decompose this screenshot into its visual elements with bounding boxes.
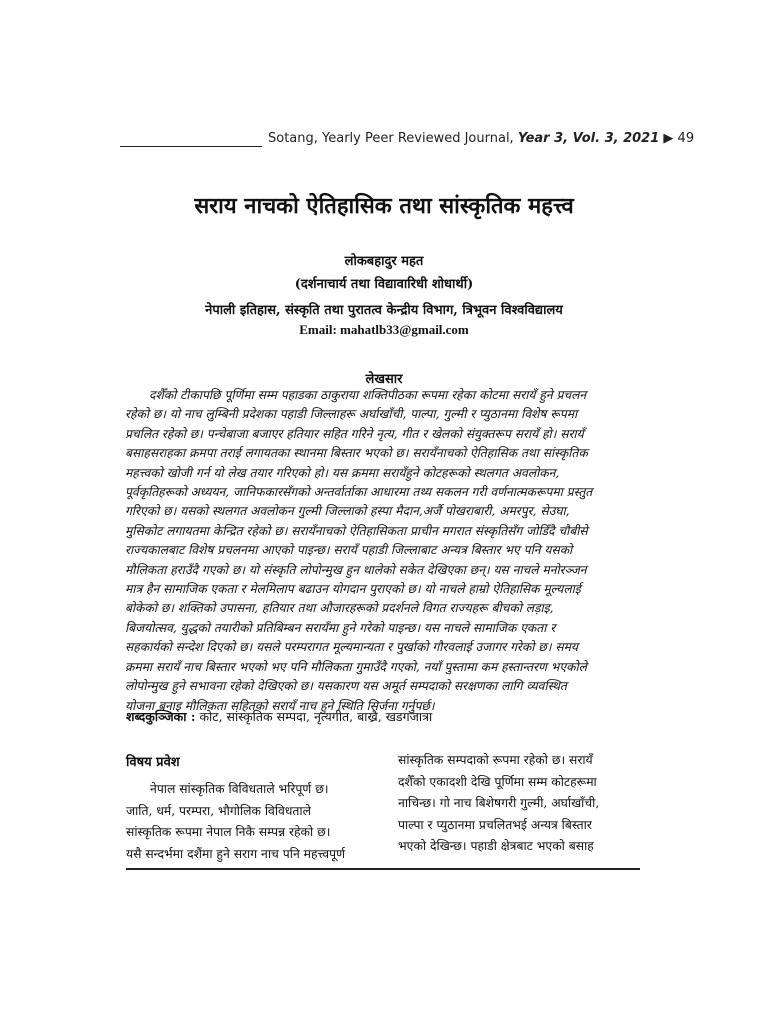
abstract-line: बिजयोत्सव, युद्धको तयारीको प्रतिबिम्बन सरायँमा हुने गरेको पाइन्छ। यस नाचले सामाजिक एकता र — [125, 620, 556, 635]
author-name: लोकबहादुर महत — [344, 254, 424, 269]
body-line: भएको देखिन्छ। पहाडी क्षेत्रबाट भएको बसाह — [398, 839, 594, 854]
article-title: सराय नाचको ऐतिहासिक तथा सांस्कृतिक महत्त्व — [194, 193, 574, 219]
abstract-line: गरिएको छ। यसको स्थलगत अवलोकन गुल्मी जिल्लाको हस्पा मैदान,अर्जै पोखराबारी, अमरपुर, सेउघा, — [125, 504, 570, 519]
body-line: नाचिन्छ। गो नाच बिशेषगरी गुल्मी, अर्घाखाँची, — [398, 796, 600, 811]
body-line: नेपाल सांस्कृतिक विविधताले भरिपूर्ण छ। — [150, 782, 329, 796]
page-number: 49 — [677, 131, 695, 146]
abstract-line: महत्त्वको खोजी गर्न यो लेख तयार गरिएको हो। यस क्रममा सरायँहुने कोटहरूको स्थलगत अवलोकन, — [125, 465, 560, 480]
abstract-line: बसाहसराहका क्रमपा तराई लगायतका स्थानमा बिस्तार भएको छ। सरायँनाचको ऐतिहासिक तथा सांस्कृतिक — [125, 446, 588, 461]
abstract-line: राज्यकालबाट विशेष प्रचलनमा आएको पाइन्छ। सरायँ पहाडी जिल्लाबाट अन्यत्र बिस्तार भए पनि यसको — [125, 543, 573, 558]
abstract-line: पूर्वकृतिहरूको अध्ययन, जानिफकारसँगको अन्तर्वार्ताका आधारमा तथ्य सकलन गरी वर्णनात्मकरूपमा प्रस्तुत — [125, 485, 593, 500]
keywords — [126, 708, 432, 725]
header-rule — [120, 146, 262, 147]
body-line: यसै सन्दर्भमा दशैंमा हुने सराग नाच पनि महत्त्वपूर्ण — [126, 846, 346, 861]
abstract-line: बोकेको छ। शक्तिको उपासना, हतियार तथा औजारहरूको प्रदर्शनले विगत राज्यहरू बीचको लड़ाइ, — [125, 601, 554, 616]
abstract-line: योजना बनाइ मौलिकता सहितको सरायँ नाच हुने स्थिति सिर्जना गर्नुपर्छ। — [125, 698, 435, 713]
abstract-line: दशैँको टीकापछि पूर्णिमा सम्म पहाडका ठाकुराया शक्तिपीठका रूपमा रहेका कोटमा सरायँ हुने प्रचलन — [149, 388, 587, 402]
abstract-line: मात्र हैन सामाजिक एकता र मेलमिलाप बढाउन योगदान पुराएको छ। यो नाचले हाम्रो ऐतिहासिक मूल्यलाई — [125, 582, 581, 597]
abstract-heading: लेखसार — [365, 372, 403, 387]
footer-rule — [126, 868, 640, 870]
author-degree: (दर्शनाचार्य तथा विद्यावारिधी शोधार्थी) — [294, 277, 474, 292]
abstract-line: मुसिकोट लगायतमा केन्द्रित रहेको छ। सरायँनाचको ऐतिहासिकता प्राचीन मगरात संस्कृतिसँग जोडिँदै चौबीसे — [125, 523, 588, 538]
body-line: पाल्पा र प्युठानमा प्रचलितभई अन्यत्र बिस्तार — [398, 817, 592, 832]
body-line: सांस्कृतिक सम्पदाको रूपमा रहेको छ। सरायँ — [398, 753, 593, 767]
body-column-right — [398, 750, 646, 858]
abstract-line: सहकार्यको सन्देश दिएको छ। यसले परम्परागत मूल्यमान्यता र पुर्खाको गौरवलाई उजागर गरेको छ। समय — [125, 640, 578, 655]
running-header — [268, 131, 694, 146]
abstract-line: रहेको छ। यो नाच लुम्बिनी प्रदेशका पहाडी जिल्लाहरू अर्घाखाँची, पाल्पा, गुल्मी र प्युठानमा विशेष रूपमा — [125, 407, 578, 422]
author-email: Email: mahatlb33@gmail.com — [299, 322, 469, 337]
abstract-line: मौलिकता हराउँदै गएको छ। यो संस्कृति लोपोन्मुख हुन थालेको सकेत देखिएका छन्। यस नाचले मनोरञ्जन — [125, 562, 587, 577]
body-line: सांस्कृतिक रूपमा नेपाल निकै सम्पन्न रहेको छ। — [126, 825, 331, 840]
body-line: जाति, धर्म, परम्परा, भौगोलिक विविधताले — [126, 803, 311, 818]
abstract-line: प्रचलित रहेको छ। पन्चेबाजा बजाएर हतियार सहित गरिने नृत्य, गीत र खेलको संयुक्तरूप सरायँ हो। सरायँ — [125, 426, 584, 441]
keywords-list: कोट, सांस्कृतिक सम्पदा, नृत्यगीत, बाख्रै, खडगजात्रा — [195, 709, 433, 724]
journal-volume: Year 3, Vol. 3, 2021 — [517, 131, 660, 146]
keywords-label: शब्दकुञ्जिका : — [126, 709, 196, 724]
abstract-body — [125, 386, 645, 716]
journal-name: Sotang, Yearly Peer Reviewed Journal, — [268, 131, 518, 146]
body-column-left — [126, 752, 366, 865]
arrow-icon: ▶ — [663, 131, 674, 146]
abstract-line: लोपोन्मुख हुने सभावना रहेको देखिएको छ। यसकारण यस अमूर्त सम्पदाको सरक्षणका लागि व्यवस्थित — [125, 679, 567, 694]
section-heading: विषय प्रवेश — [126, 755, 180, 770]
body-line: दशैँको एकादशी देखि पूर्णिमा सम्म कोटहरूमा — [398, 774, 597, 789]
abstract-line: क्रममा सरायँ नाच बिस्तार भएको भए पनि मौलिकता गुमाउँदै गएको, नयाँ पुस्तामा कम हस्तान्तरण भएकोले — [125, 659, 587, 674]
author-affiliation: नेपाली इतिहास, संस्कृति तथा पुरातत्व केन्द्रीय विभाग, त्रिभूवन विश्वविद्यालय — [205, 303, 563, 318]
